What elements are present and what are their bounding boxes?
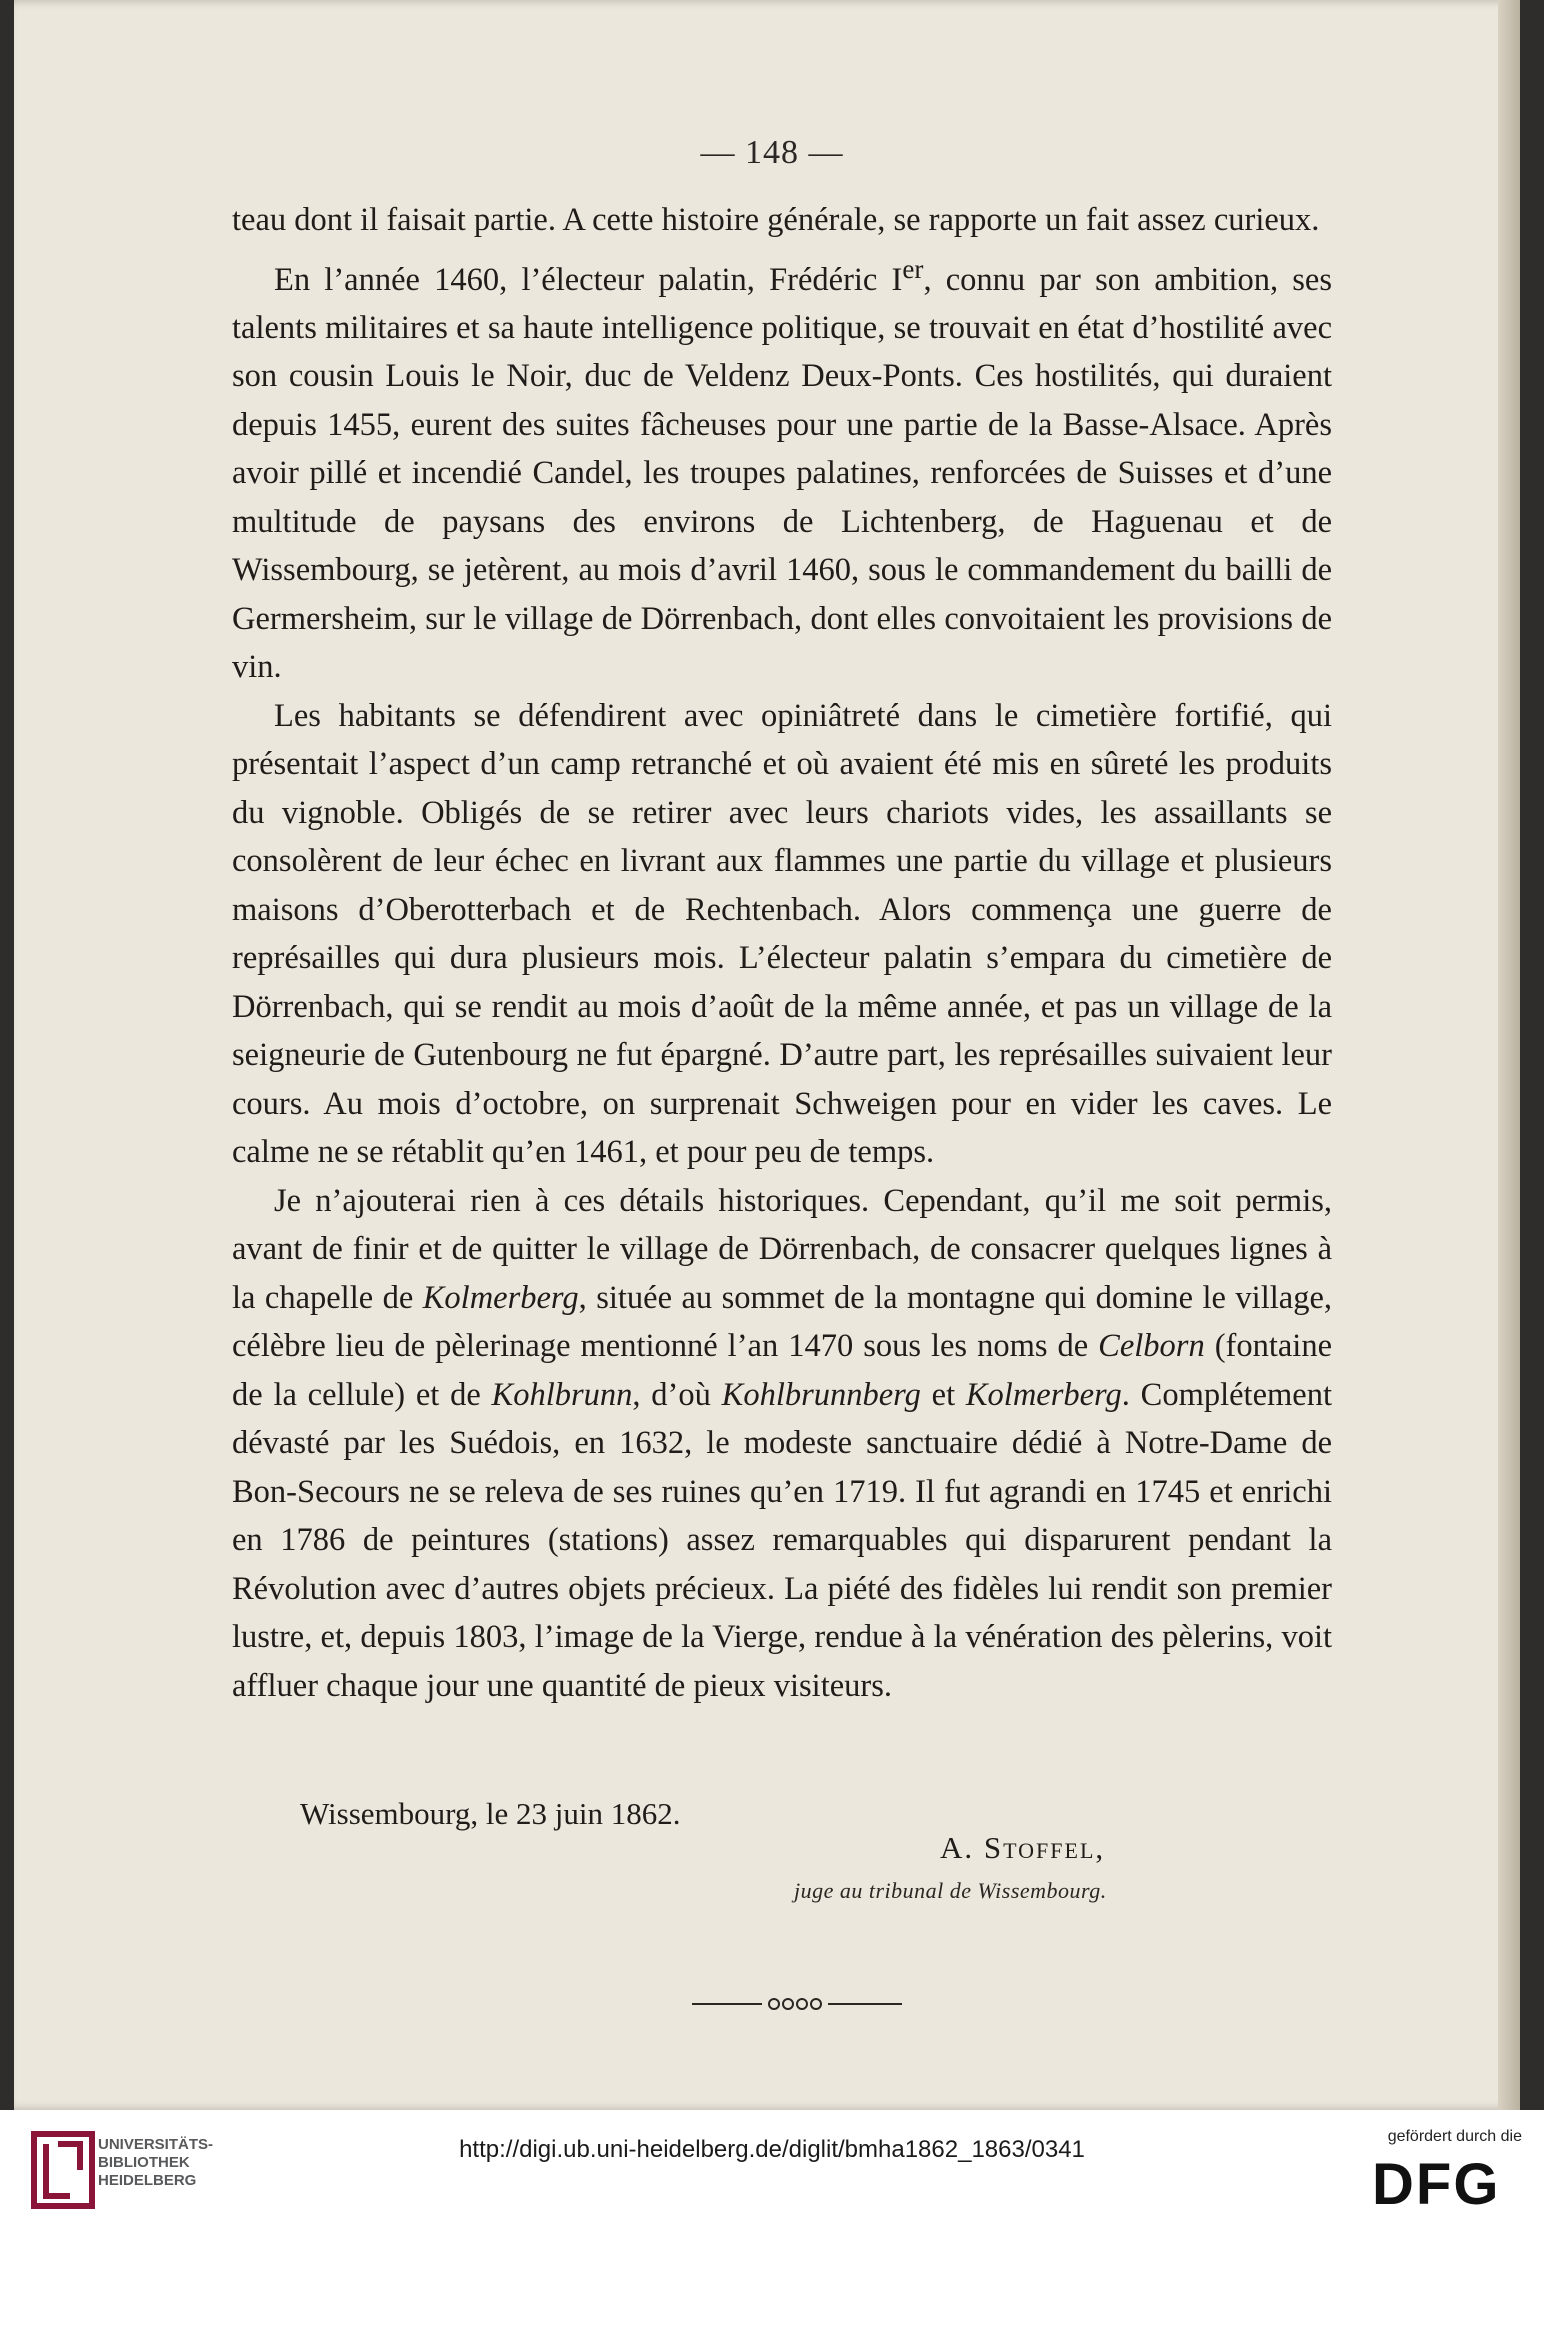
library-name-line: HEIDELBERG <box>98 2172 197 2189</box>
page-edge <box>1498 0 1520 2110</box>
fleuron-ornament <box>692 1996 902 2012</box>
closing-date-line: Wissembourg, le 23 juin 1862. <box>300 1796 681 1831</box>
body-text <box>232 196 1332 1710</box>
dfg-logo-text: DFG <box>1372 2152 1501 2212</box>
dfg-logo-icon[interactable] <box>1372 2152 1522 2212</box>
library-name-line: UNIVERSITÄTS- <box>98 2136 214 2153</box>
body-paragraph: Je n’ajouterai rien à ces détails historiques. Cependant, qu’il me soit permis, avant de finir et de quitter le village de Dörrenbach, de consacrer quelques lignes à la chapelle de Kolmerberg, située au sommet de la montagne qui domine le village, célèbre lieu de pèlerinage mentionné l’an 1470 sous les noms de Celborn (fontaine de la cellule) et de Kohlbrunn, d’où Kohlbrunnberg et Kolmerberg. Complétement dévasté par les Suédois, en 1632, le modeste sanctuaire dédié à Notre-Dame de Bon-Secours ne se releva de ses ruines qu’en 1719. Il fut agrandi en 1745 et enrichi en 1786 de peintures (stations) assez remarquables qui disparurent pendant la Révolution avec d’autres objets précieux. La piété des fidèles lui rendit son premier lustre, et, depuis 1803, l’image de la Vierge, rendue à la vénération des pèlerins, voit affluer chaque jour une quantité de pieux visiteurs. <box>232 1182 1332 1704</box>
body-paragraph: teau dont il faisait partie. A cette histoire générale, se rapporte un fait assez curieux. <box>232 202 1320 238</box>
author-signature: A. Stoffel, <box>940 1830 1106 1865</box>
library-name-line: BIBLIOTHEK <box>98 2154 190 2171</box>
body-paragraph: Les habitants se défendirent avec opiniâtreté dans le cimetière fortifié, qui présentait l’aspect d’un camp retranché et où avaient été mis en sûreté les produits du vignoble. Obligés de se retirer avec leurs chariots vides, les assaillants se consolèrent de leur échec en livrant aux flammes une partie du village et plusieurs maisons d’Oberotterbach et de Rechtenbach. Alors commença une guerre de représailles qui dura plusieurs mois. L’électeur palatin s’empara du cimetière de Dörrenbach, qui se rendit au mois d’août de la même année, et pas un village de la seigneurie de Gutenbourg ne fut épargné. D’autre part, les représailles suivaient leur cours. Au mois d’octobre, on surprenait Schweigen pour en vider les caves. Le calme ne se rétablit qu’en 1461, et pour peu de temps. <box>232 697 1332 1171</box>
body-paragraph: En l’année 1460, l’électeur palatin, Frédéric Ier, connu par son ambition, ses talents militaires et sa haute intelligence politique, se trouvait en état d’hostilité avec son cousin Louis le Noir, duc de Veldenz Deux-Ponts. Ces hostilités, qui duraient depuis 1455, eurent des suites fâcheuses pour une partie de la Basse-Alsace. Après avoir pillé et incendié Candel, les troupes palatines, renforcées de Suisses et d’une multitude de paysans des environs de Lichtenberg, de Haguenau et de Wissembourg, se jetèrent, au mois d’avril 1460, sous le commandement du bailli de Germersheim, sur le village de Dörrenbach, dont elles convoitaient les provisions de vin. <box>232 253 1333 686</box>
funder-label: gefördert durch die <box>1387 2128 1522 2145</box>
permalink-url[interactable]: http://digi.ub.uni-heidelberg.de/diglit/bmha1862_1863/0341 <box>459 2136 1085 2163</box>
page-number: — 148 — <box>700 134 844 171</box>
author-role: juge au tribunal de Wissembourg. <box>794 1878 1107 1903</box>
